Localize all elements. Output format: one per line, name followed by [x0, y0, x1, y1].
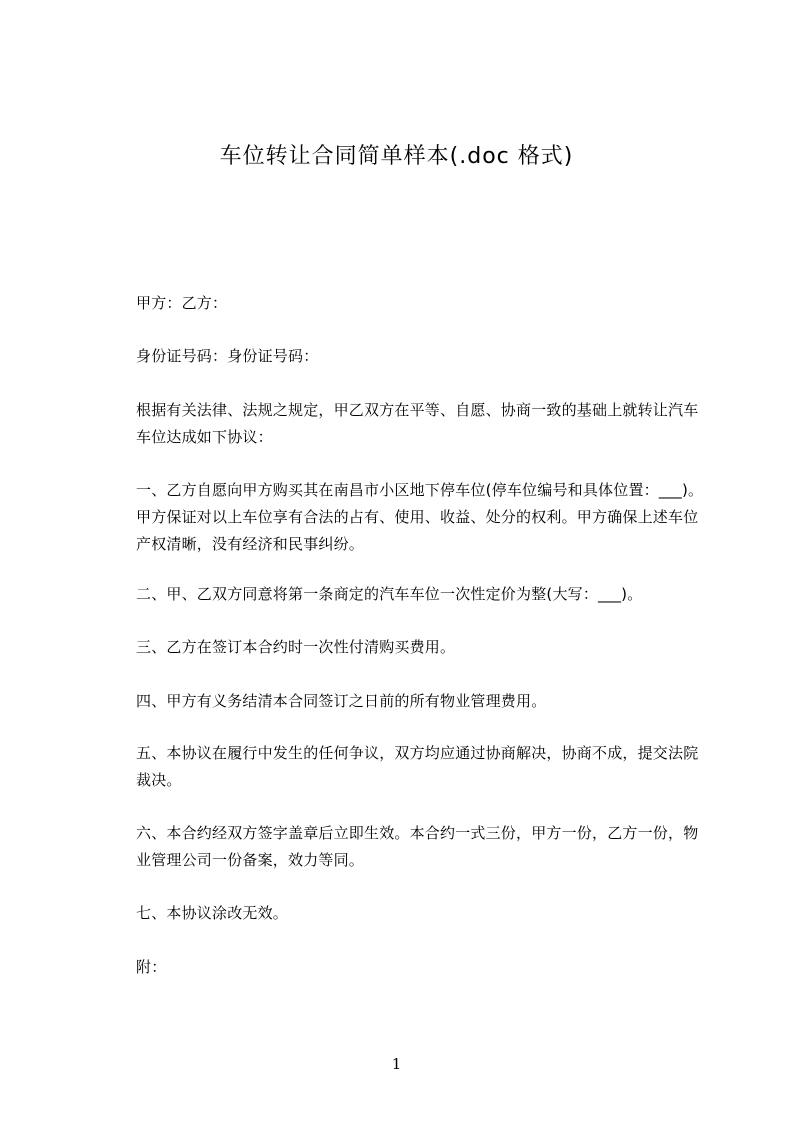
- paragraph-text: 甲方：乙方：: [136, 294, 228, 312]
- appendix-line: [104, 954, 704, 981]
- party-line: [104, 290, 704, 317]
- paragraph-text: 五、本协议在履行中发生的任何争议，双方均应通过协商解决，协商不成，提交法院裁决。: [136, 744, 699, 789]
- clause-2: [104, 581, 704, 608]
- paragraph-text: 四、甲方有义务结清本合同签订之日前的所有物业管理费用。: [136, 692, 547, 710]
- paragraph-text: 身份证号码：身份证号码：: [136, 347, 319, 365]
- page-number: 1: [391, 1055, 402, 1073]
- paragraph-text: 六、本合约经双方签字盖章后立即生效。本合约一式三份，甲方一份，乙方一份，物业管理公司一份备案，效力等同。: [136, 824, 699, 869]
- id-number-line: [104, 343, 704, 370]
- paragraph-text: 根据有关法律、法规之规定，甲乙双方在平等、自愿、协商一致的基础上就转让汽车车位达成如下协议：: [136, 401, 699, 446]
- preamble-paragraph: [104, 397, 704, 451]
- clause-7: [104, 900, 704, 927]
- paragraph-text: 附：: [136, 958, 167, 976]
- clause-5: [104, 740, 704, 794]
- paragraph-text: 二、甲、乙双方同意将第一条商定的汽车车位一次性定价为整(大写：___)。: [136, 585, 643, 603]
- clause-3: [104, 634, 704, 661]
- paragraph-text: 一、乙方自愿向甲方购买其在南昌市小区地下停车位(停车位编号和具体位置：___)。甲方保证对以上车位享有合法的占有、使用、收益、处分的权利。甲方确保上述车位产权清晰，没有经济和民事纠纷。: [136, 481, 704, 553]
- paragraph-text: 三、乙方在签订本合约时一次性付清购买费用。: [136, 638, 456, 656]
- paragraph-text: 七、本协议涂改无效。: [136, 904, 289, 922]
- document-title: 车位转让合同简单样本(.doc 格式): [219, 144, 574, 169]
- clause-1: [104, 477, 704, 558]
- clause-4: [104, 688, 704, 715]
- clause-6: [104, 820, 704, 874]
